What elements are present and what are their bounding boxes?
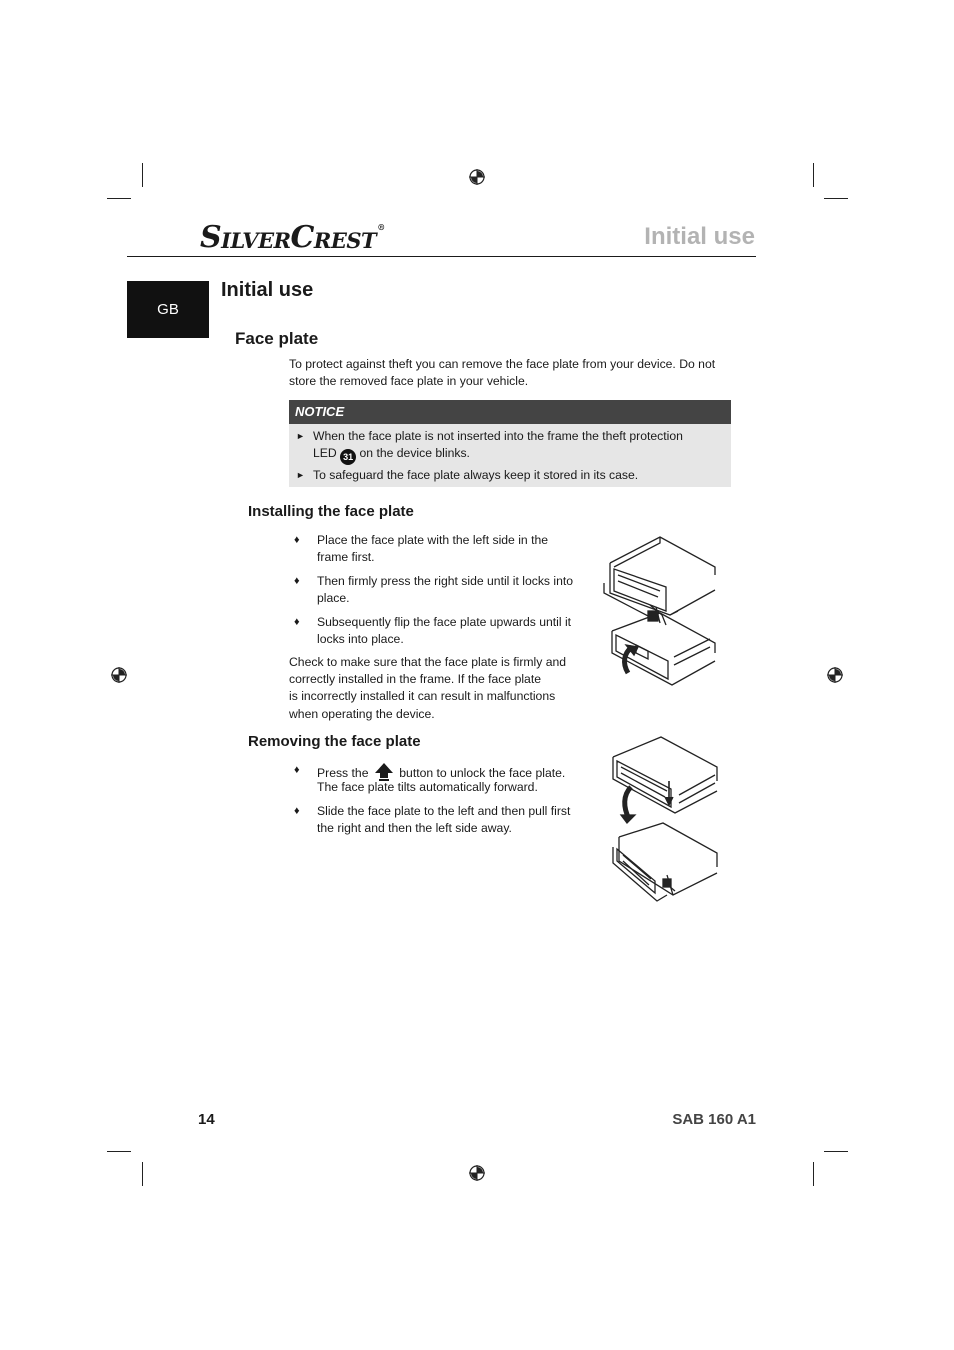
removing-heading: Removing the face plate — [248, 733, 421, 750]
model-number: SAB 160 A1 — [672, 1111, 756, 1128]
registration-mark-icon — [825, 665, 845, 685]
list-item: ♦ Slide the face plate to the left and then pull first the right and then the left side away. — [294, 804, 571, 835]
notice-item-text: LED 31 on the device blinks. — [313, 445, 470, 465]
installing-heading: Installing the face plate — [248, 503, 414, 520]
crop-mark — [813, 163, 814, 187]
section-title: Initial use — [221, 279, 314, 301]
notice-item-text: To safeguard the face plate always keep it stored in its case. — [313, 468, 639, 482]
arrow-bullet-icon: ► — [296, 470, 305, 480]
crop-mark — [107, 1151, 131, 1152]
installing-para-line: is incorrectly installed it can result in malfunctions — [289, 689, 556, 703]
arrow-bullet-icon: ► — [296, 431, 305, 441]
header-title: Initial use — [644, 223, 755, 250]
install-face-plate-illustration — [600, 535, 720, 690]
face-plate-intro-line: store the removed face plate in your vehicle. — [289, 374, 529, 388]
page-number: 14 — [198, 1111, 215, 1128]
reference-badge: 31 — [340, 449, 356, 465]
notice-item-text: When the face plate is not inserted into the frame the theft protection — [313, 429, 683, 443]
installing-para-line: when operating the device. — [289, 707, 435, 721]
crop-mark — [824, 198, 848, 199]
list-item: ♦ Press the button to unlock the face plate. The face plate tilts automatically forward. — [294, 764, 566, 794]
header-divider — [127, 256, 756, 257]
list-item: ♦ Then firmly press the right side until it locks into place. — [294, 574, 574, 605]
language-tab: GB — [127, 281, 209, 338]
diamond-bullet-icon: ♦ — [294, 764, 300, 776]
installing-para-line: correctly installed in the frame. If the face plate — [289, 672, 541, 686]
diamond-bullet-icon: ♦ — [294, 616, 300, 628]
crop-mark — [813, 1162, 814, 1186]
list-item: ♦ Place the face plate with the left side in the frame first. — [294, 533, 549, 564]
diamond-bullet-icon: ♦ — [294, 805, 300, 817]
face-plate-intro-line: To protect against theft you can remove the face plate from your device. Do not — [289, 357, 716, 371]
brand-logo: S ILVER C REST ® — [200, 220, 385, 255]
diamond-bullet-icon: ♦ — [294, 534, 300, 546]
diamond-bullet-icon: ♦ — [294, 575, 300, 587]
remove-face-plate-illustration — [605, 735, 725, 905]
registration-mark-icon — [467, 167, 487, 187]
list-item: ♦ Subsequently flip the face plate upwards until it locks into place. — [294, 615, 572, 646]
crop-mark — [142, 1162, 143, 1186]
notice-label: NOTICE — [289, 400, 731, 424]
face-plate-heading: Face plate — [235, 329, 319, 348]
registration-mark-icon — [109, 665, 129, 685]
notice-item — [296, 467, 726, 485]
crop-mark — [824, 1151, 848, 1152]
notice-item — [296, 428, 726, 464]
notice-box — [289, 400, 731, 487]
registration-mark-icon — [467, 1163, 487, 1183]
crop-mark — [107, 198, 131, 199]
crop-mark — [142, 163, 143, 187]
installing-para-line: Check to make sure that the face plate is firmly and — [289, 655, 567, 669]
